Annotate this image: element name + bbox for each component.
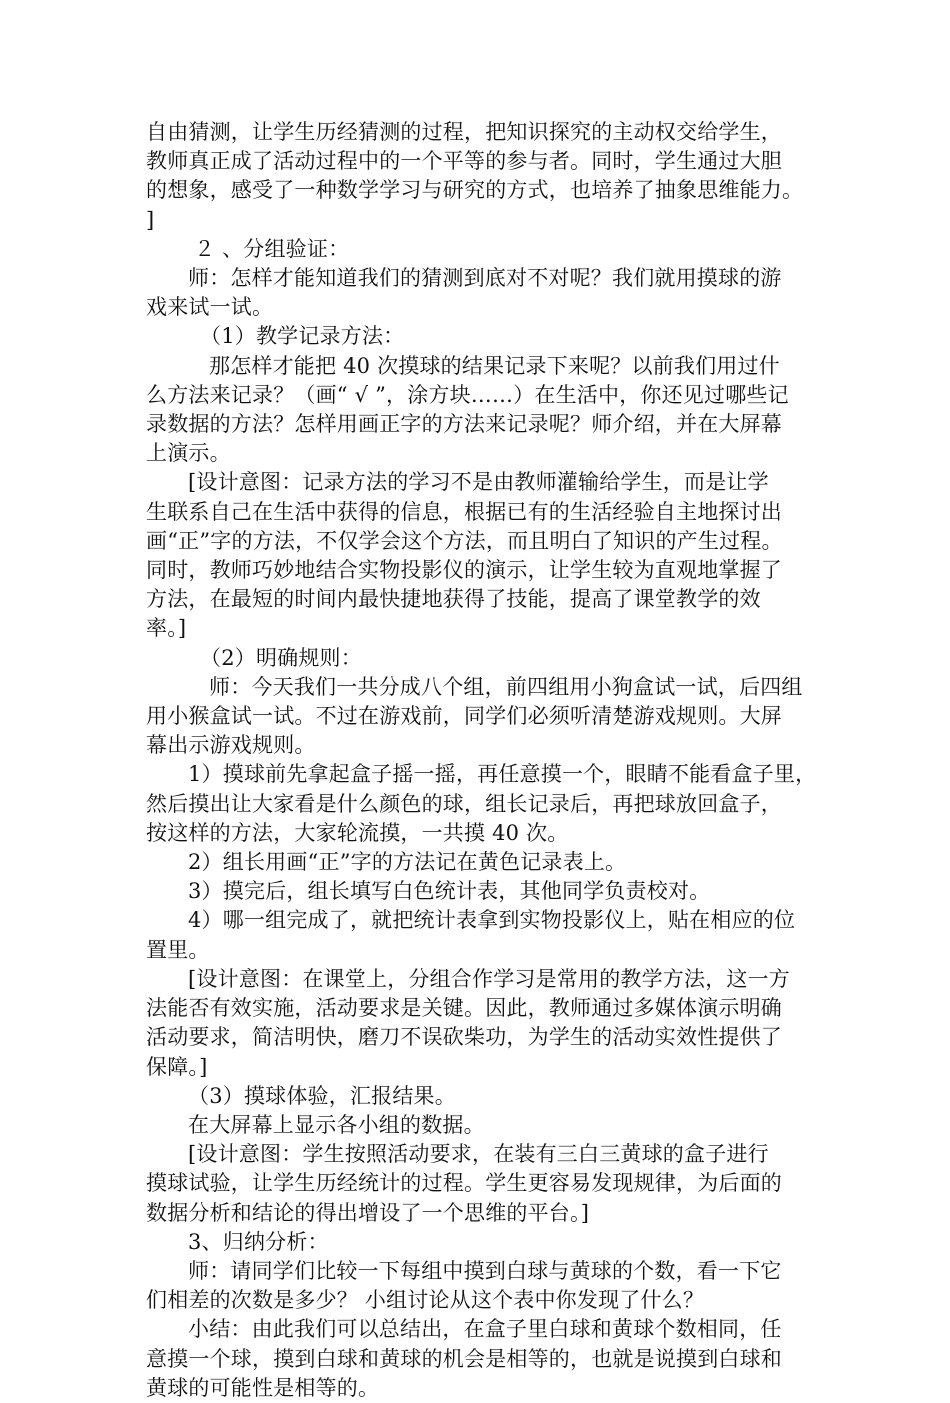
text-line: 置里。 [146, 937, 210, 962]
text-line: 1）摸球前先拿起盒子摇一摇，再任意摸一个，眼睛不能看盒子里， [188, 762, 817, 787]
heading-analysis [146, 1228, 826, 1257]
text-line: 意摸一个球，摸到白球和黄球的机会是相等的，也就是说摸到白球和 [146, 1346, 782, 1371]
text-line: 生联系自己在生活中获得的信息，根据已有的生活经验自主地探讨出 [146, 499, 782, 524]
text-line: 师：怎样才能知道我们的猜测到底对不对呢？我们就用摸球的游 [188, 266, 782, 291]
text-line: 幕出示游戏规则。 [146, 733, 316, 758]
subheading-clarify-rules [146, 644, 826, 673]
text-line: [设计意图：学生按照活动要求，在装有三白三黄球的盒子进行 [188, 1142, 769, 1167]
text-line: 活动要求，简洁明快，磨刀不误砍柴功，为学生的活动实效性提供了 [146, 1025, 782, 1050]
paragraph-design-intent-guessing [146, 118, 826, 235]
text-line: 在大屏幕上显示各小组的数据。 [188, 1112, 485, 1137]
text-line: 那怎样才能把 40 次摸球的结果记录下来呢？以前我们用过什 [209, 353, 780, 378]
rule-item-1 [146, 760, 826, 848]
text-line: 自由猜测，让学生历经猜测的过程，把知识探究的主动权交给学生， [146, 120, 782, 144]
text-line: 录数据的方法？怎样用画正字的方法来记录呢？师介绍，并在大屏幕 [146, 412, 782, 437]
paragraph-summary [146, 1315, 826, 1403]
text-line: （3）摸球体验，汇报结果。 [188, 1083, 456, 1108]
subheading-record-method [146, 322, 826, 351]
document-body [146, 118, 826, 1403]
text-line: 教师真正成了活动过程中的一个平等的参与者。同时，学生通过大胆 [146, 149, 782, 174]
text-line: 用小猴盒试一试。不过在游戏前，同学们必须听清楚游戏规则。大屏 [146, 704, 782, 729]
paragraph-design-intent-experiment [146, 1140, 826, 1228]
text-line: 按这样的方法，大家轮流摸，一共摸 40 次。 [146, 820, 569, 845]
text-line: 戏来试一试。 [146, 295, 274, 320]
text-line: 率。] [146, 616, 187, 641]
text-line: 师：请同学们比较一下每组中摸到白球与黄球的个数，看一下它 [188, 1258, 782, 1283]
text-line: ２ 、分组验证： [194, 236, 350, 261]
text-line: 们相差的次数是多少？ 小组讨论从这个表中你发现了什么？ [146, 1288, 705, 1313]
text-line: 保障。] [146, 1054, 208, 1079]
text-line: 画“正”字的方法，不仅学会这个方法，而且明白了知识的产生过程。 [146, 528, 783, 553]
text-line: 数据分析和结论的得出增设了一个思维的平台。] [146, 1200, 590, 1225]
paragraph-teacher-compare [146, 1257, 826, 1315]
text-line: （2）明确规则： [200, 645, 362, 670]
text-line: 方法，在最短的时间内最快捷地获得了技能，提高了课堂教学的效 [146, 587, 761, 612]
text-line: 然后摸出让大家看是什么颜色的球，组长记录后，再把球放回盒子， [146, 791, 782, 816]
paragraph-display-data [146, 1111, 826, 1140]
text-line: 黄球的可能性是相等的。 [146, 1375, 380, 1400]
text-line: 2）组长用画“正”字的方法记在黄色记录表上。 [188, 850, 627, 875]
text-line: 上演示。 [146, 441, 231, 466]
rule-item-4 [146, 906, 826, 964]
text-line: 4）哪一组完成了，就把统计表拿到实物投影仪上，贴在相应的位 [188, 908, 796, 933]
text-line: 同时，教师巧妙地结合实物投影仪的演示，让学生较为直观地掌握了 [146, 558, 782, 583]
subheading-experience [146, 1082, 826, 1111]
paragraph-design-intent-record [146, 468, 826, 643]
text-line: 的想象，感受了一种数学学习与研究的方式，也培养了抽象思维能力。 [146, 178, 804, 203]
text-line: [设计意图：在课堂上，分组合作学习是常用的教学方法，这一方 [188, 966, 790, 991]
text-line: ] [146, 207, 155, 232]
text-line: 么方法来记录？（画“ √ ”，涂方块……）在生活中，你还见过哪些记 [146, 382, 789, 407]
text-line: 3）摸完后，组长填写白色统计表，其他同学负责校对。 [188, 879, 711, 904]
paragraph-record-results [146, 352, 826, 469]
text-line: 法能否有效实施，活动要求是关键。因此，教师通过多媒体演示明确 [146, 996, 782, 1021]
paragraph-design-intent-groups [146, 965, 826, 1082]
paragraph-teacher-groups [146, 673, 826, 761]
text-line: [设计意图：记录方法的学习不是由教师灌输给学生，而是让学 [188, 470, 769, 495]
paragraph-teacher-question [146, 264, 826, 322]
text-line: 摸球试验，让学生历经统计的过程。学生更容易发现规律，为后面的 [146, 1171, 782, 1196]
heading-group-verification [146, 235, 826, 264]
rule-item-2 [146, 848, 826, 877]
rule-item-3 [146, 877, 826, 906]
text-line: （1）教学记录方法： [200, 324, 405, 349]
text-line: 小结：由此我们可以总结出，在盒子里白球和黄球个数相同，任 [188, 1317, 782, 1342]
text-line: 师：今天我们一共分成八个组，前四组用小狗盒试一试，后四组 [209, 674, 803, 699]
text-line: 3、归纳分析： [188, 1229, 329, 1254]
